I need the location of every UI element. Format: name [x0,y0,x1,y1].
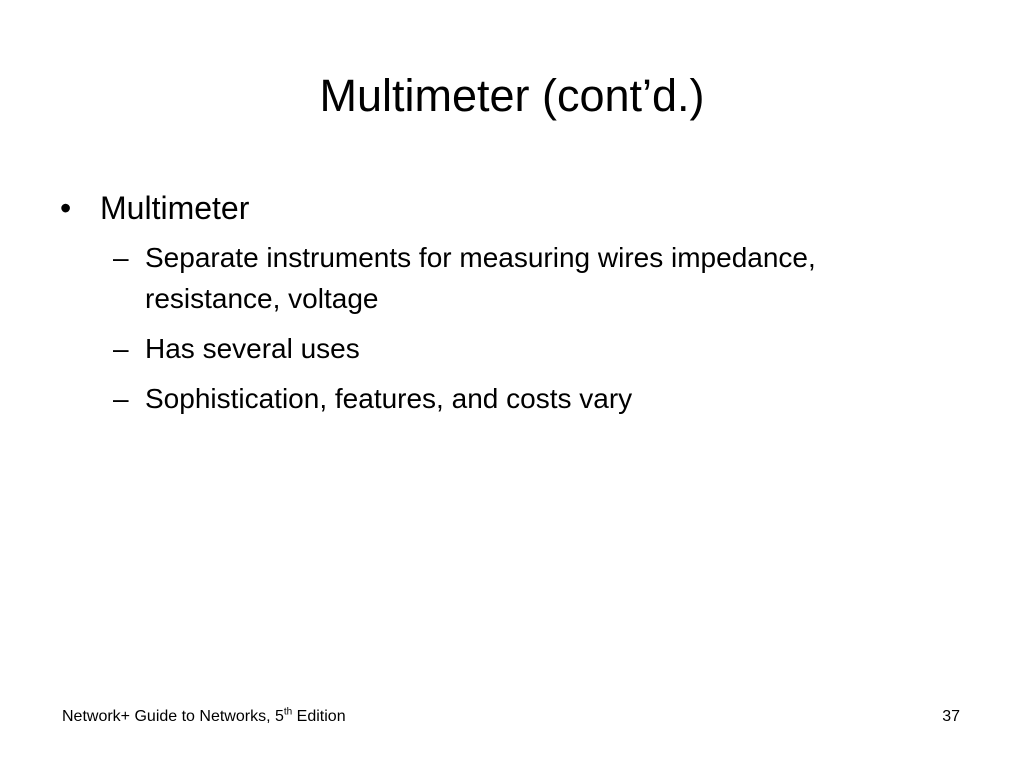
sub-bullet-text: Sophistication, features, and costs vary [145,383,633,414]
sub-bullet-item [113,328,833,369]
dash-marker: – [113,242,129,273]
bullet-text: Multimeter [100,190,250,226]
footer-suffix: Edition [292,708,346,725]
footer-superscript: th [283,706,293,718]
sub-bullet-text: Has several uses [145,333,360,364]
slide-title: Multimeter (cont’d.) [319,70,705,121]
sub-bullet-text: Separate instruments for measuring wires impedance, resistance, voltage [145,242,816,314]
sub-bullet-item [113,378,833,419]
sub-bullet-list [113,237,833,428]
sub-bullet-item [113,237,833,319]
bullet-marker: • [60,190,72,226]
dash-marker: – [113,383,129,414]
footer-prefix: Network+ Guide to Networks, 5 [62,708,284,725]
page-number: 37 [942,708,960,725]
bullet-item [60,186,249,230]
dash-marker: – [113,333,129,364]
footer-book-title [62,706,346,728]
